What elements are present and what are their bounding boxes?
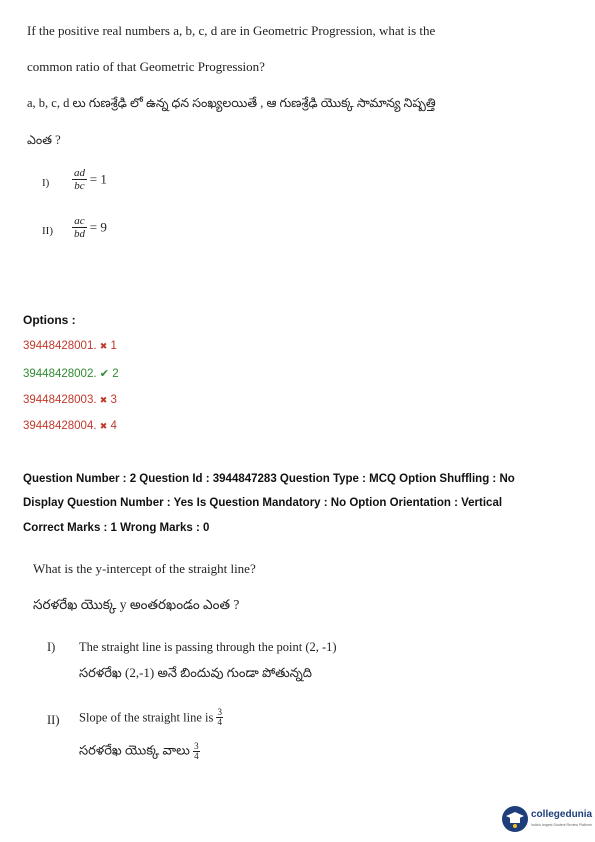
q1-stmt1-fraction <box>72 167 87 192</box>
option-row <box>23 367 119 380</box>
cross-icon: ✖ <box>99 421 108 431</box>
option-row <box>23 420 117 432</box>
option-row <box>23 394 117 406</box>
logo-tagline: India's largest Student Review Platform <box>531 823 592 827</box>
q1-line2: common ratio of that Geometric Progression? <box>27 59 265 74</box>
option-value: 1 <box>110 340 117 352</box>
q2-stmt2-telugu-frac-num: 3 <box>194 741 199 751</box>
q2-telugu-line1: సరళరేఖ యొక్క y అంతరఖండం ఎంత ? <box>33 597 240 612</box>
check-icon: ✔ <box>99 368 109 380</box>
question-meta-line1: Question Number : 2 Question Id : 3944847283 Question Type : MCQ Option Shuffling : No <box>23 473 515 485</box>
q1-stmt1-rhs: = 1 <box>89 171 107 187</box>
option-value: 4 <box>110 420 117 432</box>
option-id: 39448428003. <box>23 394 97 406</box>
q2-stmt2-telugu: సరళరేఖ యొక్క వాలు <box>79 742 190 758</box>
q2-stmt2-label: II) <box>47 713 60 727</box>
option-id: 39448428004. <box>23 420 97 432</box>
q1-stmt1-numerator: ad <box>74 167 85 179</box>
cross-icon: ✖ <box>99 395 108 405</box>
q1-stmt2-expression <box>72 215 107 240</box>
q2-stmt2-telugu-fraction <box>193 742 200 762</box>
q2-stmt2-telugu-frac-den: 4 <box>194 751 199 762</box>
q2-stmt2-text: Slope of the straight line is <box>79 710 214 725</box>
option-row <box>23 340 117 352</box>
collegedunia-logo <box>502 804 593 834</box>
q1-stmt2-numerator: ac <box>72 215 87 228</box>
logo-wordmark: collegedunia <box>531 809 593 820</box>
graduate-cap-icon <box>502 806 528 832</box>
q2-stmt2-telugu-line <box>79 742 200 762</box>
option-id: 39448428002. <box>23 368 97 380</box>
option-id: 39448428001. <box>23 340 97 352</box>
q1-stmt1-label: I) <box>42 177 50 189</box>
q1-stmt2-label: II) <box>42 225 53 237</box>
q2-stmt2-frac-den: 4 <box>217 717 222 728</box>
q1-telugu-line2: ఎంత ? <box>27 133 61 147</box>
question-meta-line2: Display Question Number : Yes Is Question Mandatory : No Option Orientation : Vertical <box>23 497 503 509</box>
q2-stmt2-fraction <box>216 708 223 728</box>
q2-stmt2-line <box>79 708 223 728</box>
option-value: 3 <box>110 394 117 406</box>
q2-stmt1-text: The straight line is passing through the point (2, -1) <box>79 640 337 654</box>
q2-line1: What is the y-intercept of the straight line? <box>33 561 256 576</box>
q1-stmt2-denominator: bd <box>74 228 85 241</box>
q1-stmt1-denominator: bc <box>74 180 85 193</box>
q1-stmt2-rhs: = 9 <box>89 219 107 235</box>
q2-stmt1-label: I) <box>47 640 56 654</box>
option-value: 2 <box>112 368 119 380</box>
q2-stmt2-frac-num: 3 <box>217 707 222 717</box>
q1-line1: If the positive real numbers a, b, c, d are in Geometric Progression, what is the <box>27 23 436 38</box>
q1-telugu-line1: a, b, c, d లు గుణశ్రేఢి లో ఉన్న ధన సంఖ్యలయితే , ఆ గుణశ్రేఢి యొక్క సామాన్య నిష్పత్తి <box>27 96 436 110</box>
q1-stmt1-expression <box>72 167 107 192</box>
cross-icon: ✖ <box>99 341 108 351</box>
question-meta-line3: Correct Marks : 1 Wrong Marks : 0 <box>23 522 210 534</box>
q1-stmt2-fraction <box>72 215 87 240</box>
options-heading: Options : <box>23 313 76 327</box>
q2-stmt1-telugu: సరళరేఖ (2,-1) అనే బిందువు గుండా పోతున్నది <box>79 665 312 680</box>
